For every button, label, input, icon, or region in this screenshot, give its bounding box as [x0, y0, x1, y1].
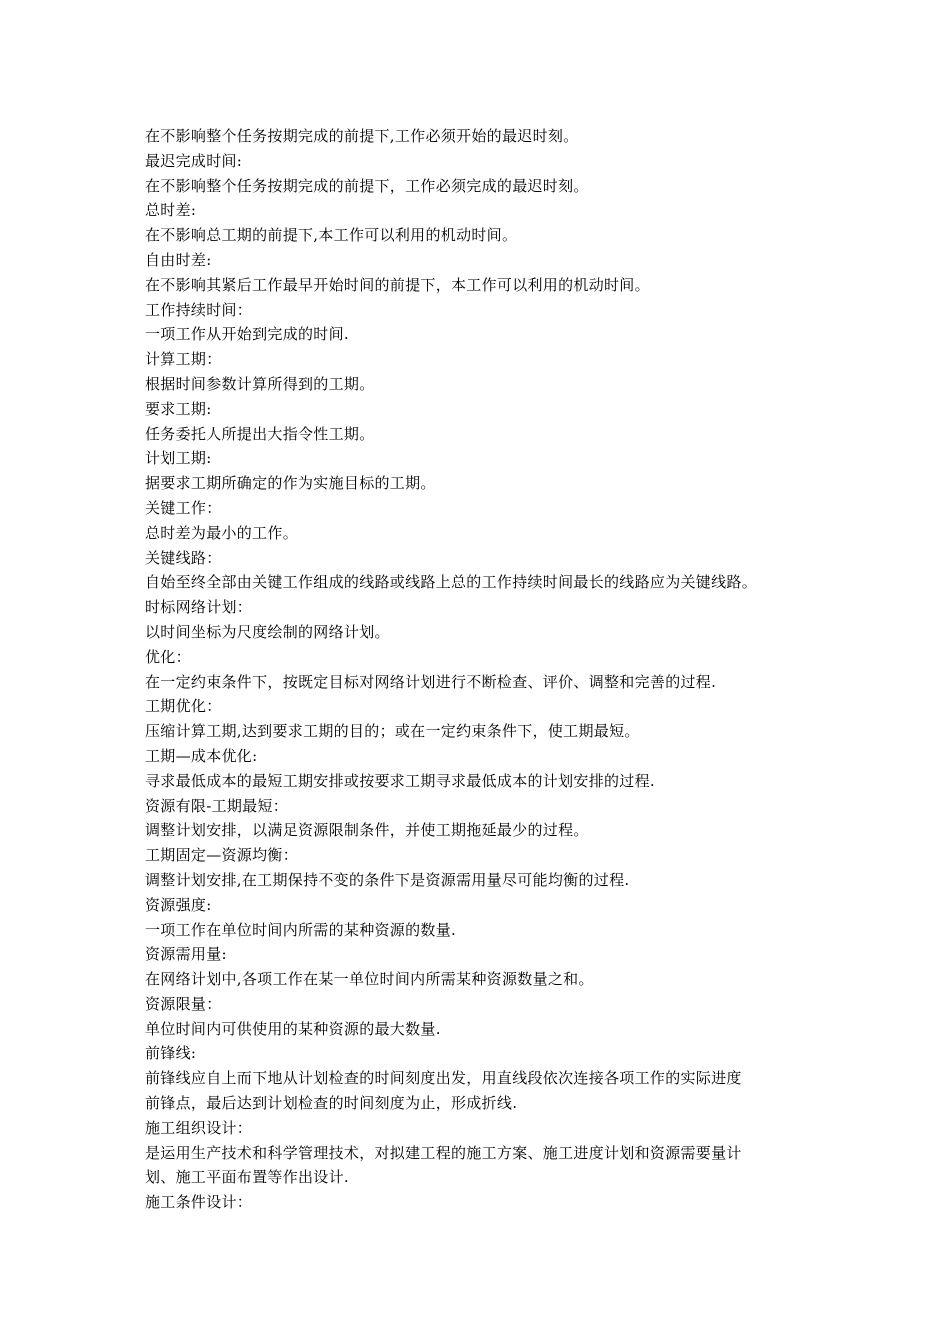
term-heading: 关键线路： — [145, 548, 222, 567]
paragraph-line: 前锋线应自上而下地从计划检查的时间刻度出发，用直线段依次连接各项工作的实际进度 — [145, 1069, 742, 1088]
text-line: 寻求最低成本的最短工期安排或按要求工期寻求最低成本的计划安排的过程. — [145, 771, 655, 790]
term-heading: 工期优化： — [145, 697, 222, 716]
term-heading: 工期固定—资源均衡： — [145, 846, 299, 865]
text-line: 调整计划安排,在工期保持不变的条件下是资源需用量尽可能均衡的过程. — [145, 870, 630, 889]
term-heading: 要求工期: — [145, 399, 212, 418]
text-line: 在不影响其紧后工作最早开始时间的前提下，本工作可以利用的机动时间。 — [145, 275, 650, 294]
text-line: 任务委托人所提出大指令性工期。 — [145, 424, 375, 443]
text-line: 据要求工期所确定的作为实施目标的工期。 — [145, 474, 436, 493]
term-heading: 计划工期: — [145, 449, 212, 468]
term-heading: 关键工作： — [145, 498, 222, 517]
term-heading: 优化： — [145, 647, 191, 666]
text-line: 压缩计算工期,达到要求工期的目的；或在一定约束条件下，使工期最短。 — [145, 722, 640, 741]
text-line: 一项工作从开始到完成的时间. — [145, 325, 349, 344]
term-heading: 工期—成本优化: — [145, 746, 258, 765]
term-heading: 最迟完成时间: — [145, 151, 243, 170]
text-line: 自始至终全部由关键工作组成的线路或线路上总的工作持续时间最长的线路应为关键线路。 — [145, 573, 758, 592]
text-line: 在一定约束条件下，按既定目标对网络计划进行不断检查、评价、调整和完善的过程. — [145, 672, 717, 691]
term-heading: 工作持续时间： — [145, 300, 253, 319]
text-line: 调整计划安排，以满足资源限制条件，并使工期拖延最少的过程。 — [145, 821, 589, 840]
term-heading: 资源有限-工期最短： — [145, 796, 289, 815]
text-line: 在不影响整个任务按期完成的前提下,工作必须开始的最迟时刻。 — [145, 127, 579, 145]
term-heading: 施工条件设计： — [145, 1193, 253, 1212]
paragraph-line: 划、施工平面布置等作出设计. — [145, 1168, 349, 1187]
term-heading: 总时差: — [145, 201, 197, 220]
term-heading: 自由时差: — [145, 250, 212, 269]
paragraph-line: 是运用生产技术和科学管理技术，对拟建工程的施工方案、施工进度计划和资源需要量计 — [145, 1143, 742, 1162]
paragraph-line: 前锋点，最后达到计划检查的时间刻度为止，形成折线. — [145, 1094, 518, 1113]
text-line: 在不影响总工期的前提下,本工作可以利用的机动时间。 — [145, 226, 518, 245]
term-heading: 计算工期： — [145, 350, 222, 369]
text-line: 在不影响整个任务按期完成的前提下，工作必须完成的最迟时刻。 — [145, 176, 589, 195]
text-line: 根据时间参数计算所得到的工期。 — [145, 374, 375, 393]
term-heading: 时标网络计划： — [145, 598, 253, 617]
text-line: 总时差为最小的工作。 — [145, 523, 299, 542]
term-heading: 资源强度: — [145, 895, 212, 914]
term-heading: 前锋线: — [145, 1044, 197, 1063]
term-heading: 施工组织设计： — [145, 1118, 253, 1137]
text-line: 一项工作在单位时间内所需的某种资源的数量. — [145, 920, 457, 939]
document-body — [145, 124, 815, 1215]
term-heading: 资源限量： — [145, 994, 222, 1013]
text-line: 在网络计划中,各项工作在某一单位时间内所需某种资源数量之和。 — [145, 970, 594, 989]
text-line: 单位时间内可供使用的某种资源的最大数量. — [145, 1019, 441, 1038]
text-line: 以时间坐标为尺度绘制的网络计划。 — [145, 622, 390, 641]
term-heading: 资源需用量: — [145, 945, 227, 964]
